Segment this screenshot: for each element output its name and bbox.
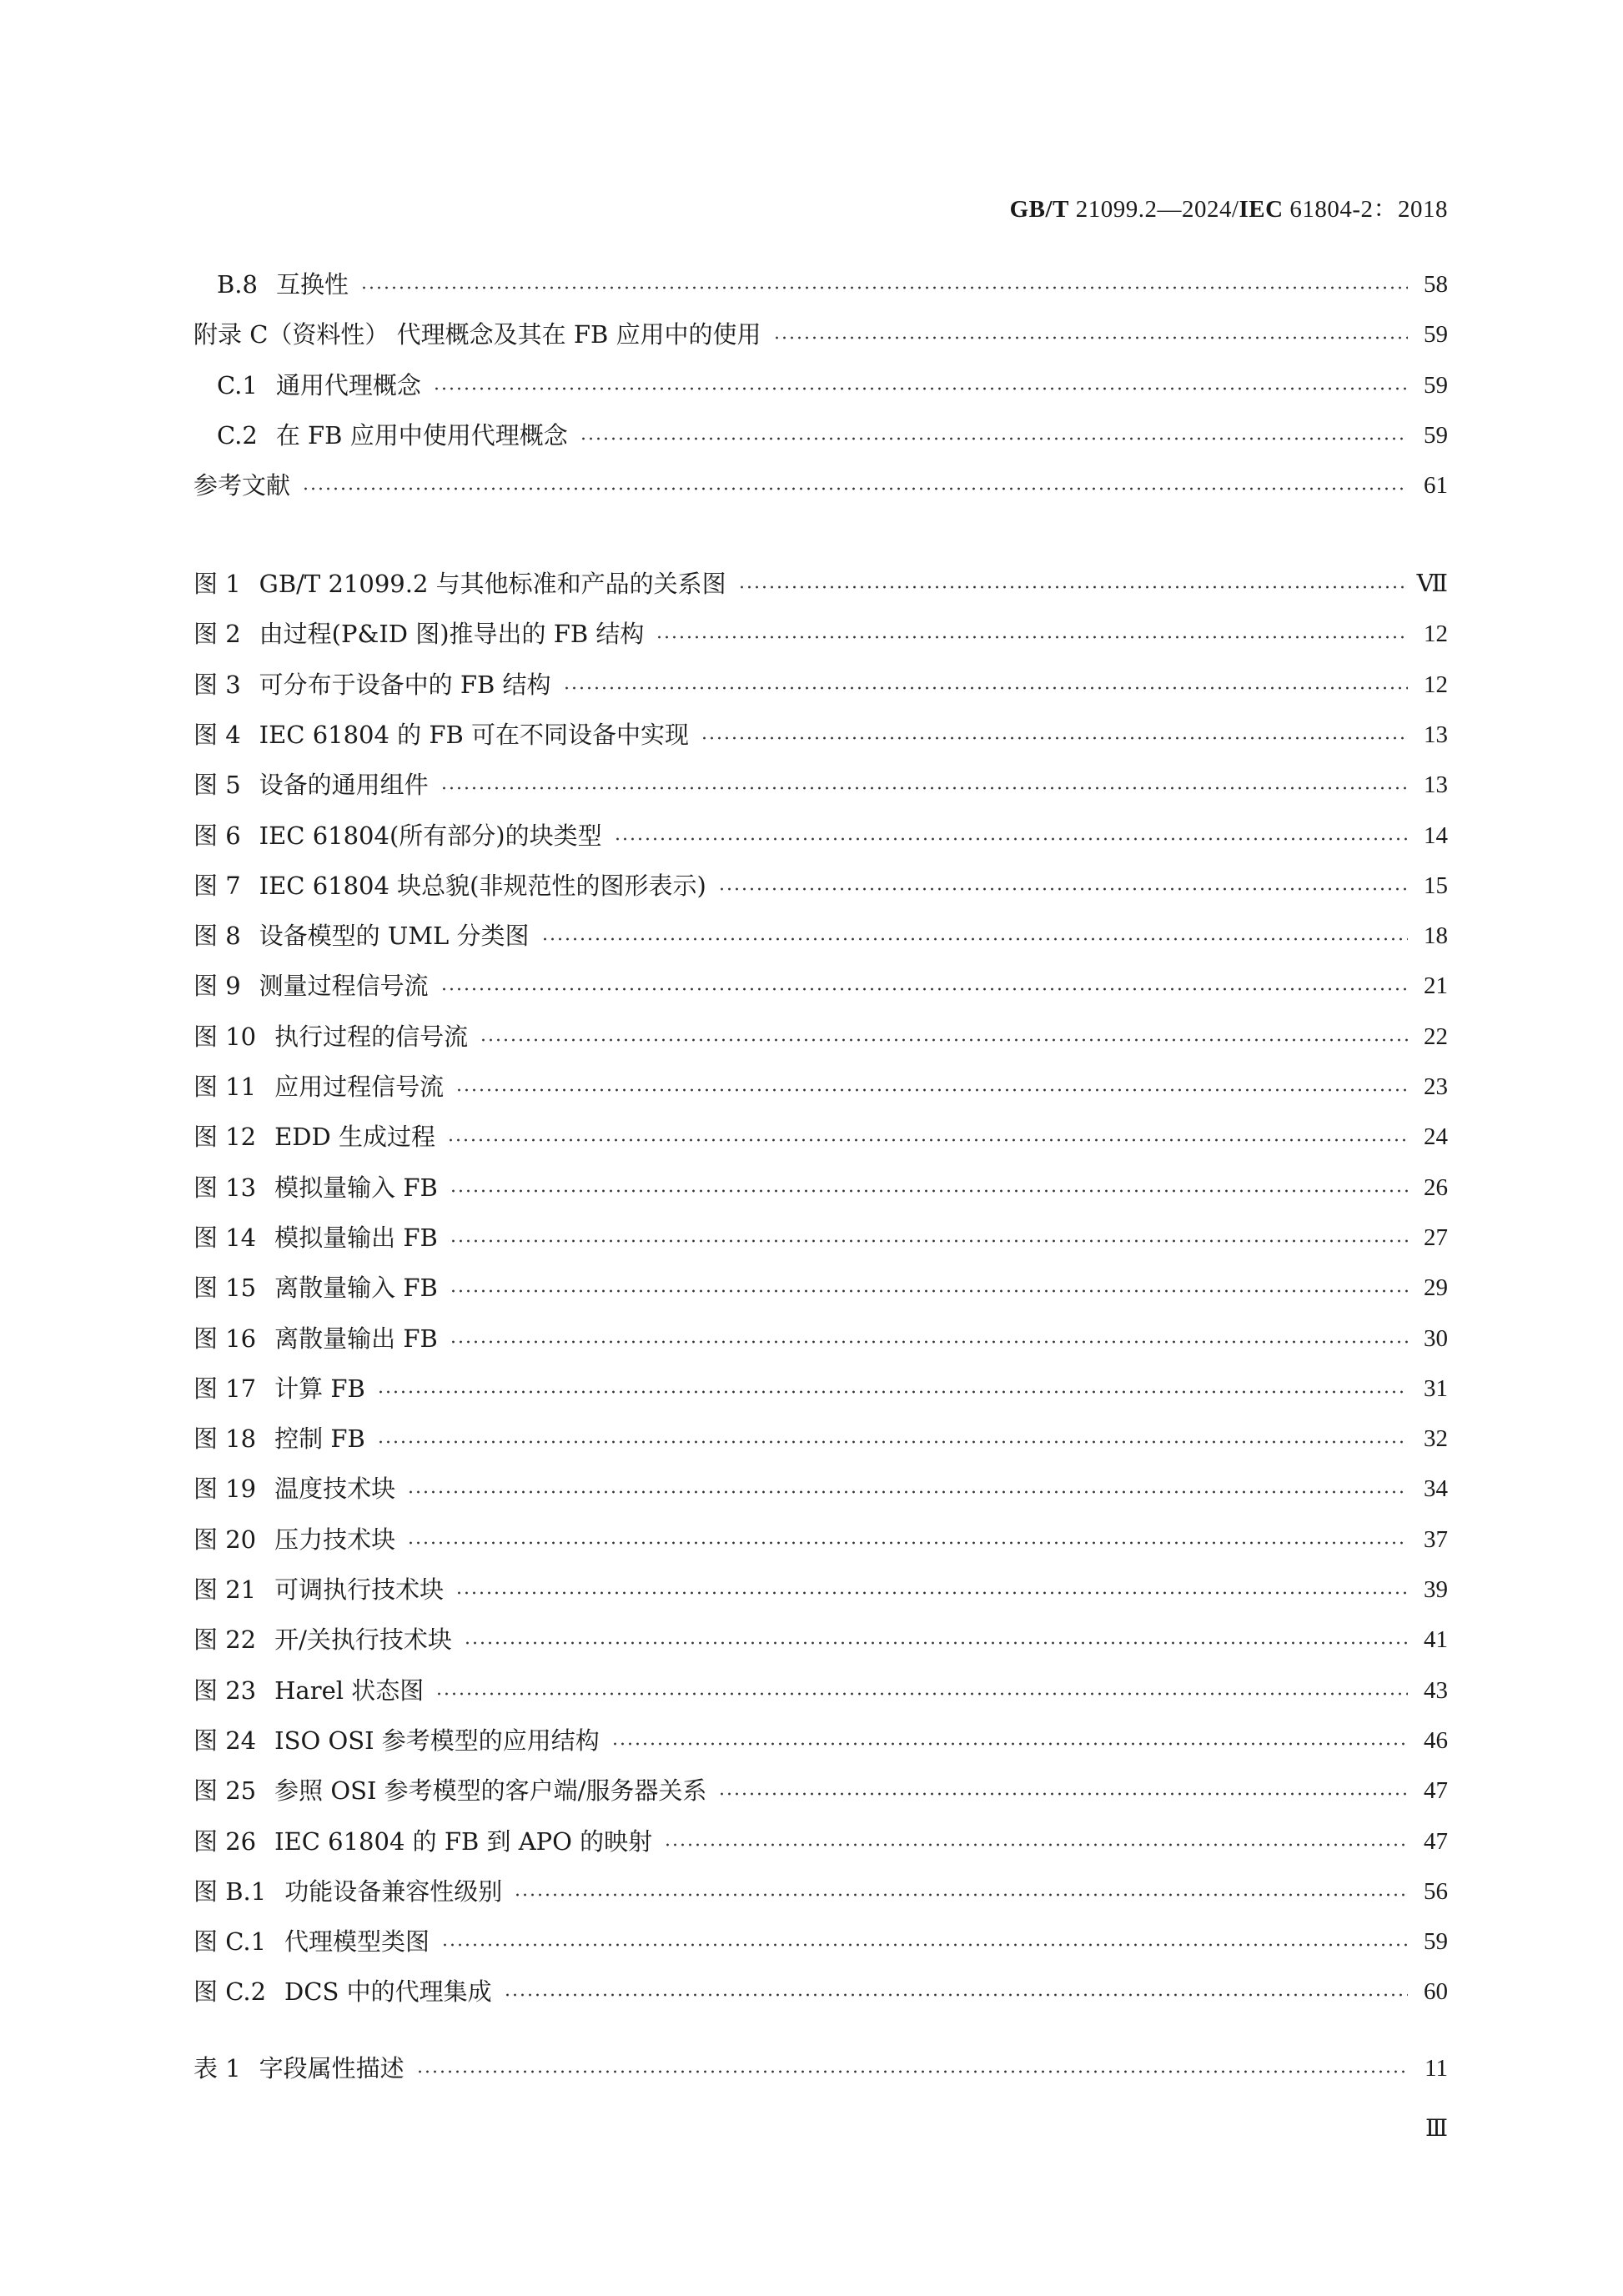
dot-leader: [435, 1692, 1408, 1696]
dot-leader: [541, 937, 1408, 941]
toc-entry-page: 59: [1424, 321, 1448, 349]
figure-entry[interactable]: [193, 1062, 1448, 1112]
figure-entry-label: [193, 1112, 444, 1162]
toc-entry-number: C.2: [217, 420, 258, 450]
dot-leader: [450, 1340, 1408, 1344]
figure-entry-number: 图 12: [193, 1123, 257, 1152]
figure-entry-title: IEC 61804 的 FB 到 APO 的映射: [274, 1826, 653, 1856]
dot-leader: [580, 437, 1408, 440]
figure-entry-title: ISO OSI 参考模型的应用结构: [274, 1726, 600, 1755]
figure-entry[interactable]: [193, 1213, 1448, 1263]
figure-entry[interactable]: [193, 1615, 1448, 1665]
dot-leader: [450, 1239, 1408, 1243]
table-entry-label: [193, 2043, 413, 2093]
toc-entry-label: [217, 410, 576, 460]
figure-entry[interactable]: [193, 1766, 1448, 1816]
figure-entry-label: [193, 559, 735, 609]
figure-entry-title: GB/T 21099.2 与其他标准和产品的关系图: [259, 570, 726, 598]
figure-entry-page: 14: [1424, 821, 1448, 849]
figure-entry-label: [193, 911, 538, 961]
standard-iec-prefix: IEC: [1239, 196, 1284, 223]
figure-entry-number: 图 19: [193, 1475, 257, 1504]
standard-prefix: GB/T: [1009, 196, 1069, 223]
dot-leader: [773, 336, 1409, 339]
standard-designation: [1010, 190, 1448, 224]
figure-entry-number: 图 26: [193, 1826, 257, 1856]
toc-entry-label: [193, 460, 299, 510]
figure-entry-page: 34: [1424, 1475, 1448, 1503]
figure-entry-page: 59: [1424, 1928, 1448, 1956]
figure-entry-page: 29: [1424, 1274, 1448, 1302]
figure-entry-number: 图 11: [193, 1073, 257, 1101]
figure-entry-page: 21: [1424, 972, 1448, 1000]
figure-entry-label: [193, 1263, 446, 1313]
figure-entry-page: 43: [1424, 1676, 1448, 1704]
figure-entry-number: 图 1: [193, 570, 241, 598]
figure-entry-number: 图 25: [193, 1776, 257, 1806]
figure-entry-title: EDD 生成过程: [274, 1123, 436, 1152]
figure-entry-label: [193, 1414, 374, 1464]
toc-entry-title: 在 FB 应用中使用代理概念: [275, 420, 568, 450]
dot-leader: [441, 1943, 1408, 1947]
figure-entry-number: 图 8: [193, 922, 241, 951]
toc-entry-title: 通用代理概念: [275, 370, 421, 399]
figure-entry-label: [193, 1213, 446, 1263]
figure-entry-number: 图 4: [193, 720, 241, 749]
toc-entry-title: 参考文献: [193, 471, 291, 500]
figure-entry-title: 模拟量输入 FB: [274, 1173, 438, 1202]
figure-entry-page: 39: [1424, 1576, 1448, 1603]
figure-entry-number: 图 23: [193, 1676, 257, 1705]
figure-entry-title: IEC 61804 块总貌(非规范性的图形表示): [259, 871, 706, 900]
figure-entry-page: 31: [1424, 1374, 1448, 1402]
figure-entry-page: 12: [1424, 671, 1448, 698]
dot-leader: [455, 1591, 1408, 1595]
figure-entry-label: [193, 1515, 404, 1565]
figure-entry-page: 12: [1424, 620, 1448, 648]
dot-leader: [450, 1189, 1408, 1193]
figure-entry[interactable]: [193, 861, 1448, 911]
figure-entry-label: [193, 1314, 446, 1364]
figure-entry-label: [193, 1917, 438, 1967]
toc-entry[interactable]: [217, 259, 1448, 309]
figure-entry-number: 图 7: [193, 871, 241, 900]
figure-entry[interactable]: [193, 1967, 1448, 2017]
figure-entry-page: 27: [1424, 1223, 1448, 1251]
figure-entry-label: [193, 660, 560, 710]
page-number: Ⅲ: [1425, 2116, 1448, 2142]
dot-leader: [450, 1289, 1408, 1293]
figure-entry-page: Ⅶ: [1416, 570, 1448, 597]
figure-entry[interactable]: [193, 1665, 1448, 1716]
toc-entry-label: [217, 259, 357, 309]
figure-entry-label: [193, 609, 652, 659]
toc-entry[interactable]: [217, 360, 1448, 410]
figure-entry-number: 图 6: [193, 821, 241, 850]
figure-entry-label: [193, 1716, 608, 1766]
figure-entry-title: IEC 61804(所有部分)的块类型: [259, 821, 602, 850]
toc-entry-page: 58: [1424, 271, 1448, 298]
figure-entry-title: 可调执行技术块: [274, 1575, 445, 1604]
toc-entry-title: 附录 C（资料性） 代理概念及其在 FB 应用中的使用: [193, 320, 761, 349]
standard-iec-number: 61804-2：2018: [1283, 196, 1448, 223]
figure-entry-page: 56: [1424, 1877, 1448, 1905]
figure-entry-title: 参照 OSI 参考模型的客户端/服务器关系: [274, 1776, 707, 1806]
figure-entry-page: 15: [1424, 872, 1448, 899]
table-entry-number: 表 1: [193, 2054, 241, 2082]
dot-leader: [447, 1138, 1408, 1142]
figure-entry-title: 代理模型类图: [284, 1927, 430, 1957]
toc-entry-title: 互换性: [275, 270, 349, 299]
figure-entry-number: 图 14: [193, 1223, 257, 1252]
figure-entry-title: 模拟量输出 FB: [274, 1223, 438, 1252]
toc-entry[interactable]: [217, 410, 1448, 460]
figure-entry-title: 设备模型的 UML 分类图: [259, 922, 530, 951]
figure-entry-number: 图 18: [193, 1424, 257, 1454]
figure-entry-page: 13: [1424, 771, 1448, 799]
figure-entry-number: 图 20: [193, 1525, 257, 1554]
figure-entry-title: 由过程(P&ID 图)推导出的 FB 结构: [259, 620, 645, 649]
toc-entry[interactable]: [193, 309, 1448, 359]
dot-leader: [611, 1742, 1408, 1746]
figure-entry-page: 30: [1424, 1324, 1448, 1352]
figure-entry-title: IEC 61804 的 FB 可在不同设备中实现: [259, 720, 690, 749]
toc-entry-page: 61: [1424, 472, 1448, 500]
figure-entry-page: 37: [1424, 1525, 1448, 1553]
figure-entry-label: [193, 1062, 452, 1112]
figure-entry-page: 23: [1424, 1073, 1448, 1100]
figure-entry[interactable]: [193, 1112, 1448, 1162]
dot-leader: [377, 1390, 1408, 1394]
figure-entry-number: 图 9: [193, 972, 241, 1001]
figure-entry-page: 47: [1424, 1777, 1448, 1805]
figure-entry[interactable]: [193, 710, 1448, 760]
figure-entry-page: 60: [1424, 1978, 1448, 2006]
figure-entry-number: 图 10: [193, 1022, 257, 1051]
figure-entry-page: 41: [1424, 1626, 1448, 1654]
figure-entry-number: 图 2: [193, 620, 241, 649]
dot-leader: [440, 786, 1408, 790]
dot-leader: [480, 1038, 1408, 1042]
dot-leader: [656, 636, 1408, 639]
figure-entry[interactable]: [193, 1163, 1448, 1213]
figure-entry-title: 测量过程信号流: [259, 972, 429, 1001]
figure-entry-number: 图 22: [193, 1625, 257, 1655]
toc-entry-page: 59: [1424, 371, 1448, 399]
dot-leader: [440, 987, 1408, 991]
figure-entry-title: 应用过程信号流: [274, 1073, 445, 1101]
figure-entry-number: 图 3: [193, 670, 241, 699]
figure-entry-label: [193, 961, 437, 1011]
dot-leader: [504, 1993, 1408, 1997]
figure-entry-number: 图 24: [193, 1726, 257, 1755]
figure-entry-label: [193, 1816, 661, 1866]
figure-entry-label: [193, 1665, 432, 1716]
figure-entry-title: 可分布于设备中的 FB 结构: [259, 670, 551, 699]
figure-entry-page: 22: [1424, 1022, 1448, 1050]
figure-entry[interactable]: [193, 1716, 1448, 1766]
figure-entry-number: 图 5: [193, 771, 241, 800]
figure-entry[interactable]: [193, 1012, 1448, 1062]
dot-leader: [433, 387, 1408, 390]
figure-entry-page: 18: [1424, 922, 1448, 950]
dot-leader: [360, 286, 1408, 289]
dot-leader: [614, 837, 1408, 841]
toc-entry-label: [217, 360, 430, 410]
figure-entry[interactable]: [193, 1917, 1448, 1967]
figure-entry[interactable]: [193, 1866, 1448, 1917]
dot-leader: [738, 585, 1405, 589]
toc-entry-number: B.8: [217, 270, 258, 299]
figure-entry-page: 24: [1424, 1123, 1448, 1151]
figure-entry-label: [193, 1615, 460, 1665]
figure-entry-label: [193, 1163, 446, 1213]
dot-leader: [377, 1440, 1408, 1444]
figure-entry-number: 图 C.1: [193, 1927, 267, 1957]
figure-entry-label: [193, 1364, 374, 1414]
dot-leader: [464, 1641, 1408, 1645]
figure-entry-page: 46: [1424, 1726, 1448, 1754]
figure-entry-label: [193, 811, 611, 861]
dot-leader: [455, 1088, 1408, 1092]
dot-leader: [718, 1792, 1408, 1796]
figure-entry-title: 离散量输出 FB: [274, 1324, 438, 1353]
figure-entry[interactable]: [193, 1414, 1448, 1464]
figure-entry-label: [193, 760, 437, 810]
standard-number: 21099.2—2024/: [1068, 196, 1239, 223]
figure-entry-label: [193, 1012, 476, 1062]
figure-entry-title: 离散量输入 FB: [274, 1274, 438, 1303]
figure-entry[interactable]: [193, 1263, 1448, 1313]
figure-entry[interactable]: [193, 1565, 1448, 1615]
figure-entry-title: 计算 FB: [274, 1374, 365, 1403]
table-entry[interactable]: [193, 2043, 1448, 2093]
figure-entry[interactable]: [193, 1314, 1448, 1364]
figure-entry-page: 32: [1424, 1425, 1448, 1453]
figure-entry[interactable]: [193, 911, 1448, 961]
table-entry-title: 字段属性描述: [259, 2054, 404, 2082]
figure-entry-title: 开/关执行技术块: [274, 1625, 452, 1655]
dot-leader: [563, 686, 1408, 690]
dot-leader: [302, 487, 1408, 490]
figure-entry-number: 图 17: [193, 1374, 257, 1403]
figure-entry-page: 26: [1424, 1173, 1448, 1201]
figure-entry-number: 图 C.2: [193, 1977, 267, 2007]
figure-entry-title: Harel 状态图: [274, 1676, 425, 1705]
figure-entry-label: [193, 1866, 510, 1917]
toc-entry-page: 59: [1424, 421, 1448, 449]
figure-entry[interactable]: [193, 1364, 1448, 1414]
figure-entry-label: [193, 1565, 452, 1615]
figure-entry[interactable]: [193, 660, 1448, 710]
dot-leader: [407, 1490, 1408, 1494]
figure-entry[interactable]: [193, 811, 1448, 861]
dot-leader: [718, 887, 1408, 891]
toc-entry[interactable]: [193, 460, 1448, 510]
dot-leader: [514, 1893, 1408, 1897]
dot-leader: [664, 1843, 1408, 1846]
figure-entry-page: 13: [1424, 721, 1448, 748]
figure-entry-label: [193, 1967, 500, 2017]
figure-entry-title: 设备的通用组件: [259, 771, 429, 800]
figure-entry[interactable]: [193, 609, 1448, 659]
figure-entry-title: 执行过程的信号流: [274, 1022, 469, 1051]
figure-entry-title: 压力技术块: [274, 1525, 396, 1554]
toc-entry-number: C.1: [217, 370, 258, 399]
figure-entry[interactable]: [193, 760, 1448, 810]
figure-entry[interactable]: [193, 1816, 1448, 1866]
figure-entry-label: [193, 710, 697, 760]
figure-entry-label: [193, 1766, 715, 1816]
dot-leader: [407, 1541, 1408, 1545]
figure-entry[interactable]: [193, 1464, 1448, 1514]
figure-entry-page: 47: [1424, 1827, 1448, 1855]
dot-leader: [701, 736, 1408, 740]
figure-entry-title: DCS 中的代理集成: [284, 1977, 492, 2007]
figure-entry-number: 图 15: [193, 1274, 257, 1303]
figure-entry-title: 控制 FB: [274, 1424, 365, 1454]
toc-entry-label: [193, 309, 770, 359]
figure-entry-number: 图 B.1: [193, 1876, 267, 1906]
figure-entry-label: [193, 861, 715, 911]
table-entry-page: 11: [1425, 2055, 1448, 2082]
figure-entry-number: 图 16: [193, 1324, 257, 1353]
figure-entry-title: 功能设备兼容性级别: [284, 1876, 503, 1906]
figure-entry-label: [193, 1464, 404, 1514]
figure-entry-number: 图 21: [193, 1575, 257, 1604]
figure-entry[interactable]: [193, 961, 1448, 1011]
figure-entry-number: 图 13: [193, 1173, 257, 1202]
dot-leader: [416, 2070, 1408, 2073]
figure-entry[interactable]: [193, 559, 1448, 609]
figure-entry-title: 温度技术块: [274, 1475, 396, 1504]
figure-entry[interactable]: [193, 1515, 1448, 1565]
